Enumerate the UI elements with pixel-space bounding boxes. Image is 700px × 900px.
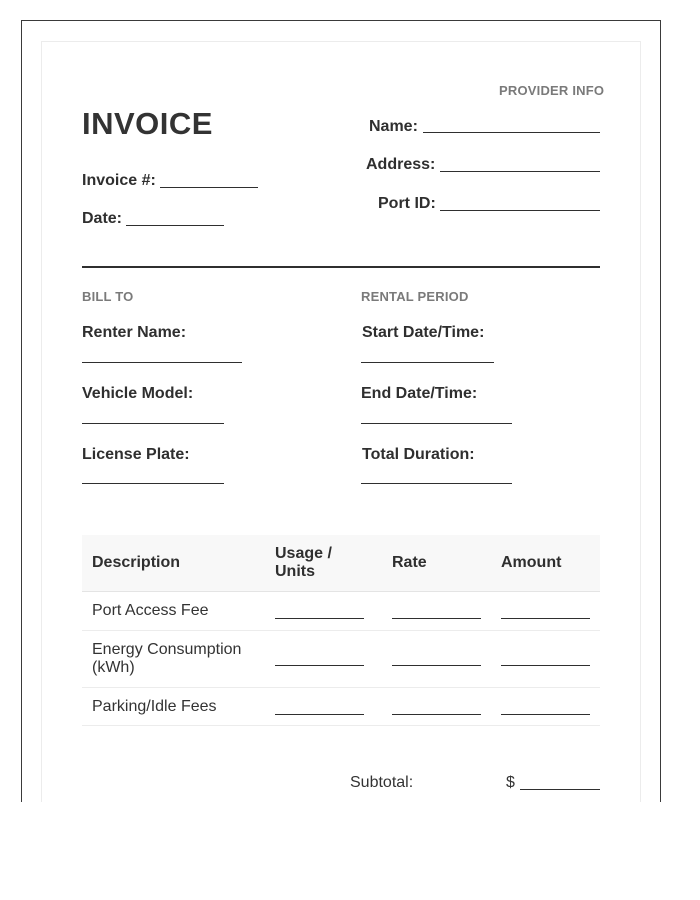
provider-address-label: Address: — [366, 156, 436, 173]
provider-name-label: Name: — [369, 118, 418, 135]
row-divider — [82, 687, 600, 688]
row-port-access-description: Port Access Fee — [92, 602, 209, 619]
start-datetime-field[interactable] — [361, 362, 494, 363]
provider-address-field[interactable] — [440, 171, 600, 172]
row-energy-usage-field[interactable] — [275, 665, 364, 666]
row-energy-description-line1: Energy Consumption — [92, 641, 242, 658]
row-energy-amount-field[interactable] — [501, 665, 590, 666]
vehicle-model-field[interactable] — [82, 423, 224, 424]
port-id-field[interactable] — [440, 210, 600, 211]
row-divider — [82, 725, 600, 726]
port-id-label: Port ID: — [378, 195, 436, 212]
row-parking-description: Parking/Idle Fees — [92, 698, 217, 715]
row-divider — [82, 630, 600, 631]
col-usage-line1: Usage / — [275, 545, 332, 562]
license-plate-field[interactable] — [82, 483, 224, 484]
row-parking-amount-field[interactable] — [501, 714, 590, 715]
row-parking-rate-field[interactable] — [392, 714, 481, 715]
row-energy-rate-field[interactable] — [392, 665, 481, 666]
subtotal-field[interactable] — [520, 789, 600, 790]
currency-symbol: $ — [506, 774, 515, 791]
bill-to-label: BILL TO — [82, 289, 134, 304]
col-rate: Rate — [392, 554, 427, 571]
invoice-number-label: Invoice #: — [82, 172, 156, 189]
rental-period-label: RENTAL PERIOD — [361, 289, 469, 304]
invoice-date-field[interactable] — [126, 225, 224, 226]
invoice-number-field[interactable] — [160, 187, 258, 188]
provider-info-label: PROVIDER INFO — [499, 83, 605, 98]
end-datetime-label: End Date/Time: — [361, 385, 478, 402]
header-divider — [82, 266, 600, 268]
col-amount: Amount — [501, 554, 562, 571]
col-usage-line2: Units — [275, 563, 315, 580]
row-energy-description-line2: (kWh) — [92, 659, 135, 676]
row-energy-description — [92, 641, 241, 677]
renter-name-field[interactable] — [82, 362, 242, 363]
row-port-access-rate-field[interactable] — [392, 618, 481, 619]
row-port-access-amount-field[interactable] — [501, 618, 590, 619]
provider-name-field[interactable] — [423, 132, 600, 133]
subtotal-label: Subtotal: — [350, 774, 414, 791]
end-datetime-field[interactable] — [361, 423, 512, 424]
total-duration-field[interactable] — [361, 483, 512, 484]
license-plate-label: License Plate: — [82, 446, 190, 463]
total-duration-label: Total Duration: — [362, 446, 475, 463]
col-usage — [275, 545, 332, 581]
invoice-date-label: Date: — [82, 210, 123, 227]
col-description: Description — [92, 554, 181, 571]
invoice-title: INVOICE — [82, 106, 213, 141]
renter-name-label: Renter Name: — [82, 324, 187, 341]
vehicle-model-label: Vehicle Model: — [82, 385, 194, 402]
row-port-access-usage-field[interactable] — [275, 618, 364, 619]
start-datetime-label: Start Date/Time: — [362, 324, 485, 341]
row-parking-usage-field[interactable] — [275, 714, 364, 715]
